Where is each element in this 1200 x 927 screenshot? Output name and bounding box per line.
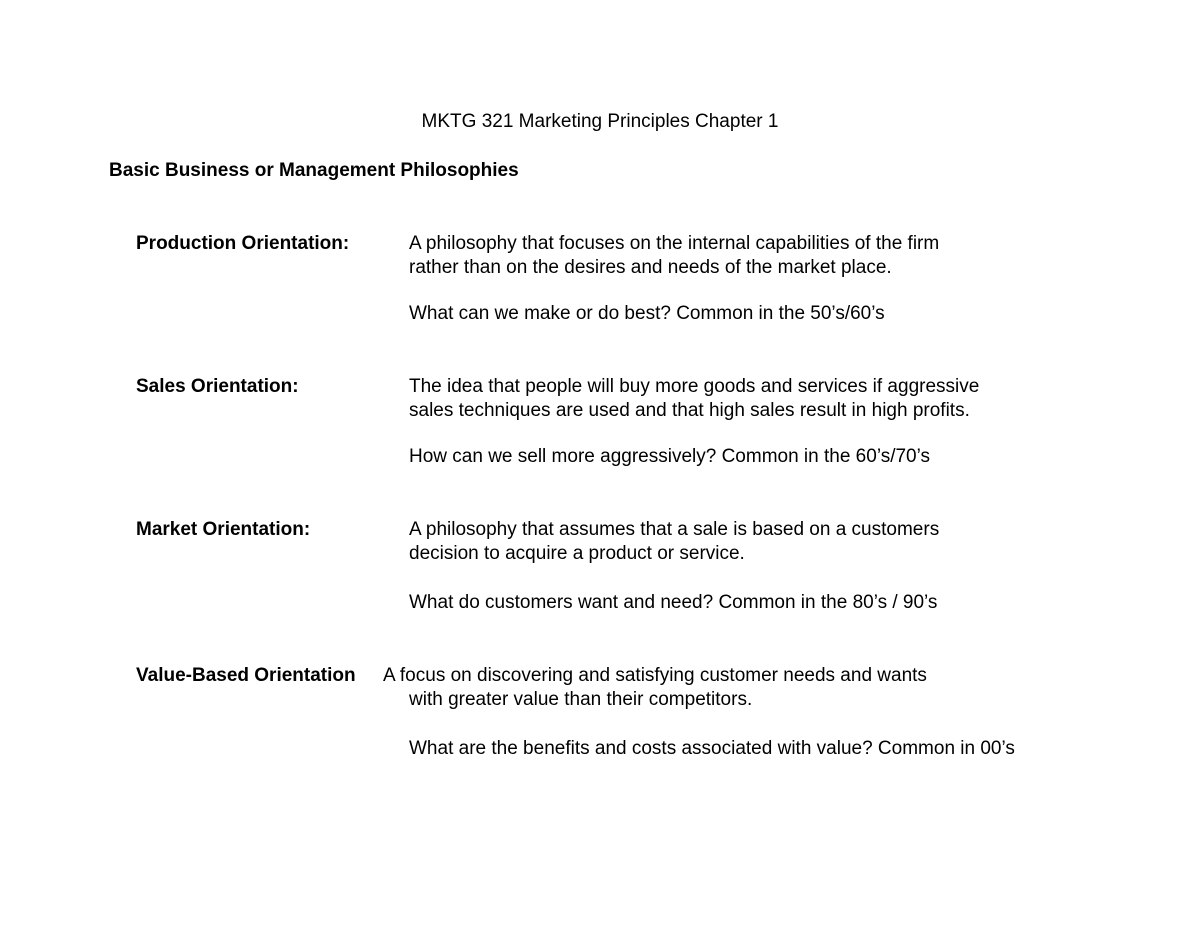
- page-title: MKTG 321 Marketing Principles Chapter 1: [421, 111, 779, 132]
- definition-line: A philosophy that focuses on the internal capabilities of the firm: [409, 233, 940, 254]
- definition-line: sales techniques are used and that high sales result in high profits.: [409, 400, 970, 421]
- term-label: Sales Orientation:: [136, 376, 299, 397]
- definition-text: [409, 518, 1109, 566]
- term-label: Market Orientation:: [136, 519, 311, 540]
- definition-text: [409, 232, 1109, 280]
- definition-line: A focus on discovering and satisfying customer needs and wants: [383, 665, 927, 686]
- guiding-question: How can we sell more aggressively? Common in the 60’s/70’s: [409, 446, 930, 467]
- guiding-question: What can we make or do best? Common in the 50’s/60’s: [409, 303, 885, 324]
- section-heading: Basic Business or Management Philosophies: [109, 160, 519, 181]
- definition-line: decision to acquire a product or service.: [409, 543, 745, 564]
- guiding-question: What do customers want and need? Common in the 80’s / 90’s: [409, 592, 938, 613]
- term-label: Production Orientation:: [136, 233, 350, 254]
- definition-line: A philosophy that assumes that a sale is based on a customers: [409, 519, 940, 540]
- guiding-question: What are the benefits and costs associated with value? Common in 00’s: [409, 738, 1015, 759]
- definition-line: rather than on the desires and needs of the market place.: [409, 257, 892, 278]
- definition-line: The idea that people will buy more goods and services if aggressive: [409, 376, 980, 397]
- definition-text: [409, 375, 1109, 423]
- term-label: Value-Based Orientation: [136, 665, 356, 686]
- definition-line: with greater value than their competitors.: [409, 689, 753, 710]
